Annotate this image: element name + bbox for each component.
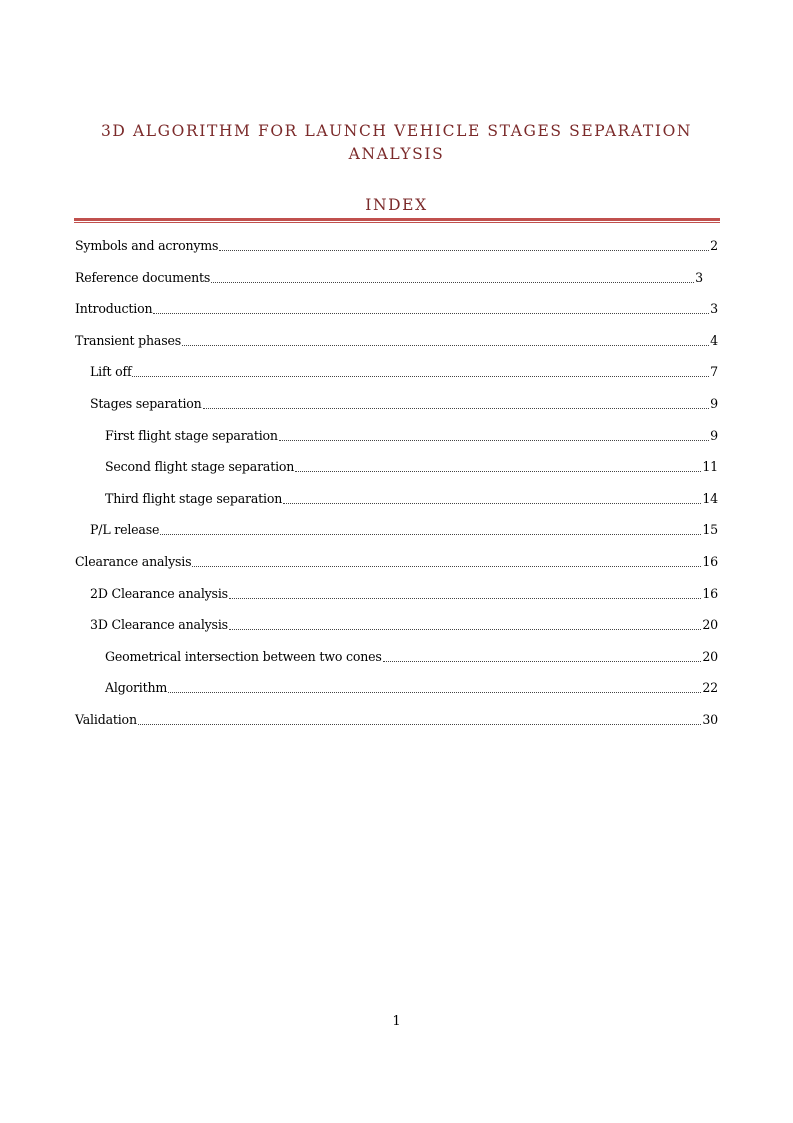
toc-entry-text: Algorithm xyxy=(105,680,168,696)
toc-dot-leader xyxy=(283,491,701,504)
toc-entry-page: 15 xyxy=(702,522,718,538)
heading-divider-thin xyxy=(74,222,720,223)
toc-entry-page: 16 xyxy=(702,553,718,569)
toc-entry-page: 16 xyxy=(702,585,718,601)
toc-entry-stages-separation[interactable] xyxy=(75,396,718,428)
page-number: 1 xyxy=(392,1014,401,1029)
toc-entry-pl-release[interactable] xyxy=(75,522,718,554)
toc-entry-text: Symbols and acronyms xyxy=(75,238,219,253)
document-title xyxy=(74,120,719,166)
document-title-line-2: ANALYSIS xyxy=(348,145,445,163)
toc-entry-page: 3 xyxy=(710,301,718,317)
toc-dot-leader xyxy=(219,238,709,251)
toc-entry-text: Validation xyxy=(75,711,137,727)
toc-entry-text: Geometrical intersection between two cones xyxy=(105,648,382,664)
toc-dot-leader xyxy=(229,586,701,599)
toc-entry-reference-documents[interactable] xyxy=(75,270,703,302)
toc-dot-leader xyxy=(138,712,702,725)
toc-entry-page: 3 xyxy=(695,269,703,285)
toc-entry-text: Introduction xyxy=(75,301,153,317)
toc-dot-leader xyxy=(203,396,710,409)
toc-entry-text: 2D Clearance analysis xyxy=(90,585,228,601)
toc-entry-symbols-and-acronyms[interactable] xyxy=(75,238,718,270)
toc-entry-second-flight-stage-separation[interactable] xyxy=(75,459,718,491)
toc-entry-validation[interactable] xyxy=(75,712,718,744)
toc-entry-text: P/L release xyxy=(90,522,160,538)
toc-entry-first-flight-stage-separation[interactable] xyxy=(75,428,718,460)
toc-dot-leader xyxy=(383,649,702,662)
heading-divider-thick xyxy=(74,218,720,221)
toc-entry-text: Transient phases xyxy=(75,332,182,348)
toc-dot-leader xyxy=(295,459,701,472)
toc-entry-page: 7 xyxy=(710,364,718,380)
toc-dot-leader xyxy=(192,554,701,567)
toc-entry-page: 11 xyxy=(702,459,718,475)
toc-entry-text: Third flight stage separation xyxy=(105,490,283,506)
toc-dot-leader xyxy=(153,301,709,314)
toc-entry-page: 2 xyxy=(710,238,718,253)
toc-dot-leader xyxy=(211,270,694,283)
toc-entry-page: 9 xyxy=(710,395,718,411)
toc-entry-2d-clearance-analysis[interactable] xyxy=(75,586,718,618)
index-heading: INDEX xyxy=(365,196,428,214)
toc-entry-3d-clearance-analysis[interactable] xyxy=(75,617,718,649)
toc-entry-geometrical-intersection[interactable] xyxy=(75,649,718,681)
document-title-line-1: 3D ALGORITHM FOR LAUNCH VEHICLE STAGES SEPARATION xyxy=(100,122,693,140)
toc-entry-page: 20 xyxy=(702,648,718,664)
toc-entry-page: 4 xyxy=(710,332,718,348)
table-of-contents xyxy=(75,238,718,744)
toc-entry-introduction[interactable] xyxy=(75,301,718,333)
toc-entry-text: Lift off xyxy=(90,364,132,380)
toc-entry-text: Stages separation xyxy=(90,395,202,411)
toc-entry-text: Reference documents xyxy=(75,269,211,285)
toc-entry-page: 20 xyxy=(702,617,718,633)
toc-dot-leader xyxy=(279,428,709,441)
toc-entry-third-flight-stage-separation[interactable] xyxy=(75,491,718,523)
toc-entry-page: 14 xyxy=(702,490,718,506)
toc-entry-text: Second flight stage separation xyxy=(105,459,295,475)
toc-entry-transient-phases[interactable] xyxy=(75,333,718,365)
toc-dot-leader xyxy=(168,680,701,693)
toc-dot-leader xyxy=(132,364,709,377)
toc-entry-page: 30 xyxy=(702,711,718,727)
toc-entry-text: Clearance analysis xyxy=(75,553,192,569)
toc-entry-page: 22 xyxy=(702,680,718,696)
toc-entry-text: First flight stage separation xyxy=(105,427,278,443)
toc-dot-leader xyxy=(229,617,701,630)
toc-entry-text: 3D Clearance analysis xyxy=(90,617,228,633)
toc-dot-leader xyxy=(160,522,701,535)
toc-dot-leader xyxy=(182,333,709,346)
toc-entry-algorithm[interactable] xyxy=(75,680,718,712)
toc-entry-page: 9 xyxy=(710,427,718,443)
toc-entry-clearance-analysis[interactable] xyxy=(75,554,718,586)
toc-entry-lift-off[interactable] xyxy=(75,364,718,396)
